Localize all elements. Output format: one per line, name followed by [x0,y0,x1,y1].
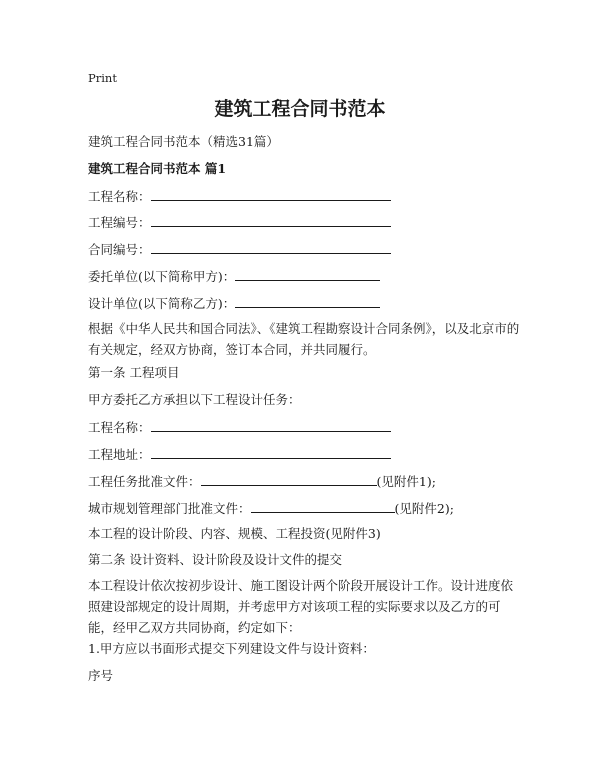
article1-heading: 第一条 工程项目 [88,365,180,380]
field-row-planning-approval [88,499,454,518]
design-stage-line: 本工程的设计阶段、内容、规模、工程投资(见附件3) [88,526,381,541]
blank-line [151,187,391,201]
field-label: 合同编号： [88,242,151,257]
attachment-note: (见附件1); [376,474,436,489]
article1-intro: 甲方委托乙方承担以下工程设计任务： [88,392,301,407]
article2-heading: 第二条 设计资料、设计阶段及设计文件的提交 [88,552,342,567]
item1-line: 1.甲方应以书面形式提交下列建设文件与设计资料： [88,641,375,656]
blank-line [235,267,380,281]
field-row-project-name [88,187,391,206]
blank-line [151,418,391,432]
field-label: 城市规划管理部门批准文件： [88,501,251,516]
sequence-label: 序号 [88,668,114,683]
field-row-contract-number [88,240,391,259]
article2-paragraph: 本工程设计依次按初步设计、施工图设计两个阶段开展设计工作。设计进度依照建设部规定的设计周期，并考虑甲方对该项工程的实际要求以及乙方的可能，经甲乙双方共同协商，约定如下： [88,578,514,635]
blank-line [201,472,377,486]
field-label: 工程地址： [88,447,151,462]
field-label: 工程名称： [88,189,151,204]
field-label: 工程任务批准文件： [88,474,201,489]
document-subtitle: 建筑工程合同书范本（精选31篇） [88,134,279,149]
blank-line [251,499,395,513]
blank-line [235,294,380,308]
blank-line [151,445,391,459]
blank-line [151,240,391,254]
field-label: 工程名称： [88,420,151,435]
section-heading: 建筑工程合同书范本 篇1 [88,161,227,176]
field-row-project-address [88,445,391,464]
blank-line [151,213,391,227]
attachment-note: (见附件2); [394,501,454,516]
field-row-project-number [88,213,391,232]
basis-paragraph: 根据《中华人民共和国合同法》、《建筑工程勘察设计合同条例》，以及北京市的有关规定，经双方协商，签订本合同，并共同履行。 [88,321,520,357]
field-row-project-name-2 [88,418,391,437]
field-row-party-b [88,294,380,313]
field-row-party-a [88,267,380,286]
field-label: 设计单位(以下简称乙方)： [88,296,236,311]
field-label: 工程编号： [88,215,151,230]
field-row-task-approval [88,472,436,491]
print-link[interactable]: Print [88,71,117,85]
field-label: 委托单位(以下简称甲方)： [88,269,236,284]
document-title: 建筑工程合同书范本 [214,98,386,120]
